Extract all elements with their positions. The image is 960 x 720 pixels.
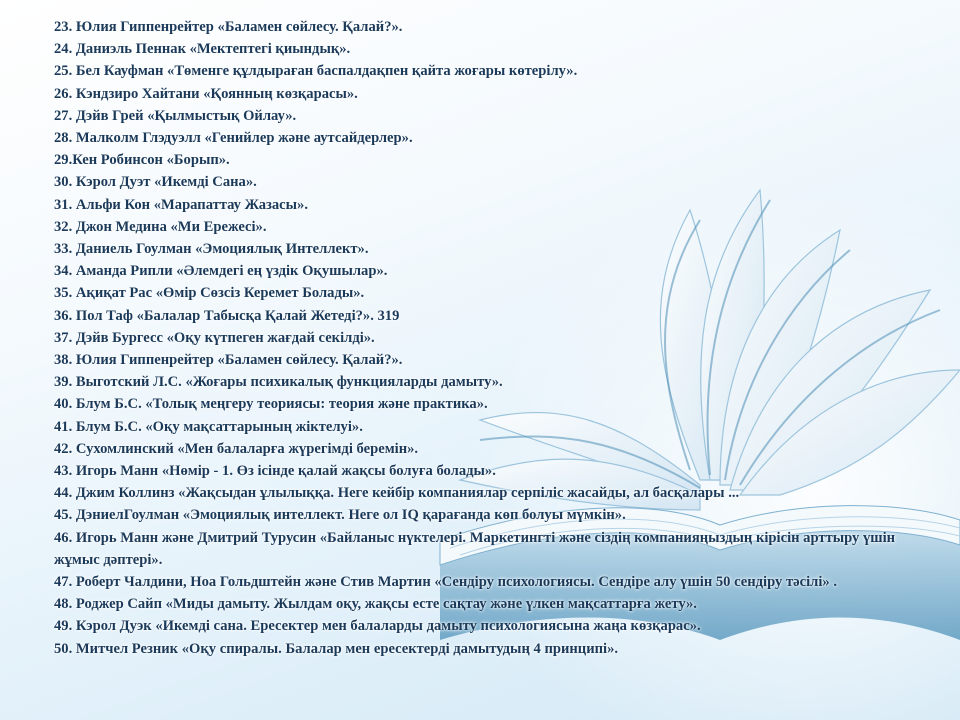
reference-list (54, 16, 934, 660)
list-item: 49. Кэрол Дуэк «Икемді сана. Ересектер мен балаларды дамыту психологиясына жаңа көзқарас». (54, 618, 701, 635)
list-item: 48. Роджер Сайп «Миды дамыту. Жылдам оқу, жақсы есте сақтау және үлкен мақсаттарға жету». (54, 596, 697, 613)
list-item: 44. Джим Коллинз «Жақсыдан ұлылыққа. Неге кейбір компаниялар серпіліс жасайды, ал басқалары ... (54, 485, 740, 502)
list-item: 46. Игорь Манн және Дмитрий Турусин «Байланыс нүктелері. Маркетингті және сіздің компанияңыздың кірісін арттыру үшін жұмыс дәптері». (54, 529, 896, 568)
list-item: 40. Блум Б.С. «Толық меңгеру теориясы: теория және практика». (54, 396, 488, 413)
list-item: 32. Джон Медина «Ми Ережесі». (54, 218, 267, 235)
list-item: 24. Даниэль Пеннак «Мектептегі қиындық». (54, 41, 351, 58)
list-item: 39. Выготский Л.С. «Жоғары психикалық функцияларды дамыту». (54, 374, 503, 391)
list-item: 50. Митчел Резник «Оқу спиралы. Балалар мен ересектерді дамытудың 4 принципі». (54, 640, 619, 657)
list-item: 35. Ақиқат Рас «Өмір Сөзсіз Керемет Болады». (54, 285, 365, 302)
list-item: 31. Альфи Кон «Марапаттау Жазасы». (54, 196, 308, 213)
list-item: 34. Аманда Рипли «Әлемдегі ең үздік Оқушылар». (54, 263, 388, 280)
list-item: 26. Кэндзиро Хайтани «Қоянның көзқарасы». (54, 85, 358, 102)
list-item: 42. Сухомлинский «Мен балаларға жүрегімді беремін». (54, 440, 419, 457)
list-item: 28. Малколм Глэдуэлл «Генийлер және аутсайдерлер». (54, 130, 413, 147)
list-item: 27. Дэйв Грей «Қылмыстық Ойлау». (54, 107, 297, 124)
list-item: 43. Игорь Манн «Нөмір - 1. Өз ісінде қалай жақсы болуға болады». (54, 463, 496, 480)
list-item: 30. Кэрол Дуэт «Икемді Сана». (54, 174, 257, 191)
list-item: 45. ДэниелГоулман «Эмоциялық интеллект. Неге ол IQ қарағанда көп болуы мүмкін». (54, 507, 626, 524)
list-item: 41. Блум Б.С. «Оқу мақсаттарының жіктелуі». (54, 418, 363, 435)
list-item: 33. Даниель Гоулман «Эмоциялық Интеллект». (54, 241, 369, 258)
list-item: 23. Юлия Гиппенрейтер «Баламен сөйлесу. Қалай?». (54, 19, 403, 35)
list-item: 29.Кен Робинсон «Борып». (54, 152, 230, 169)
list-item: 36. Пол Таф «Балалар Табысқа Қалай Жетеді?». 319 (54, 307, 400, 324)
list-item: 38. Юлия Гиппенрейтер «Баламен сөйлесу. Қалай?». (54, 352, 403, 369)
list-item: 37. Дэйв Бургесс «Оқу күтпеген жағдай секілді». (54, 329, 375, 346)
list-item: 25. Бел Кауфман «Төменге құлдыраған баспалдақпен қайта жоғары көтерілу». (54, 63, 578, 80)
list-item: 47. Роберт Чалдини, Ноа Гольдштейн және Стив Мартин «Сендіру психологиясы. Сендіре алу үшін 50 сендіру тәсілі» . (54, 574, 837, 591)
